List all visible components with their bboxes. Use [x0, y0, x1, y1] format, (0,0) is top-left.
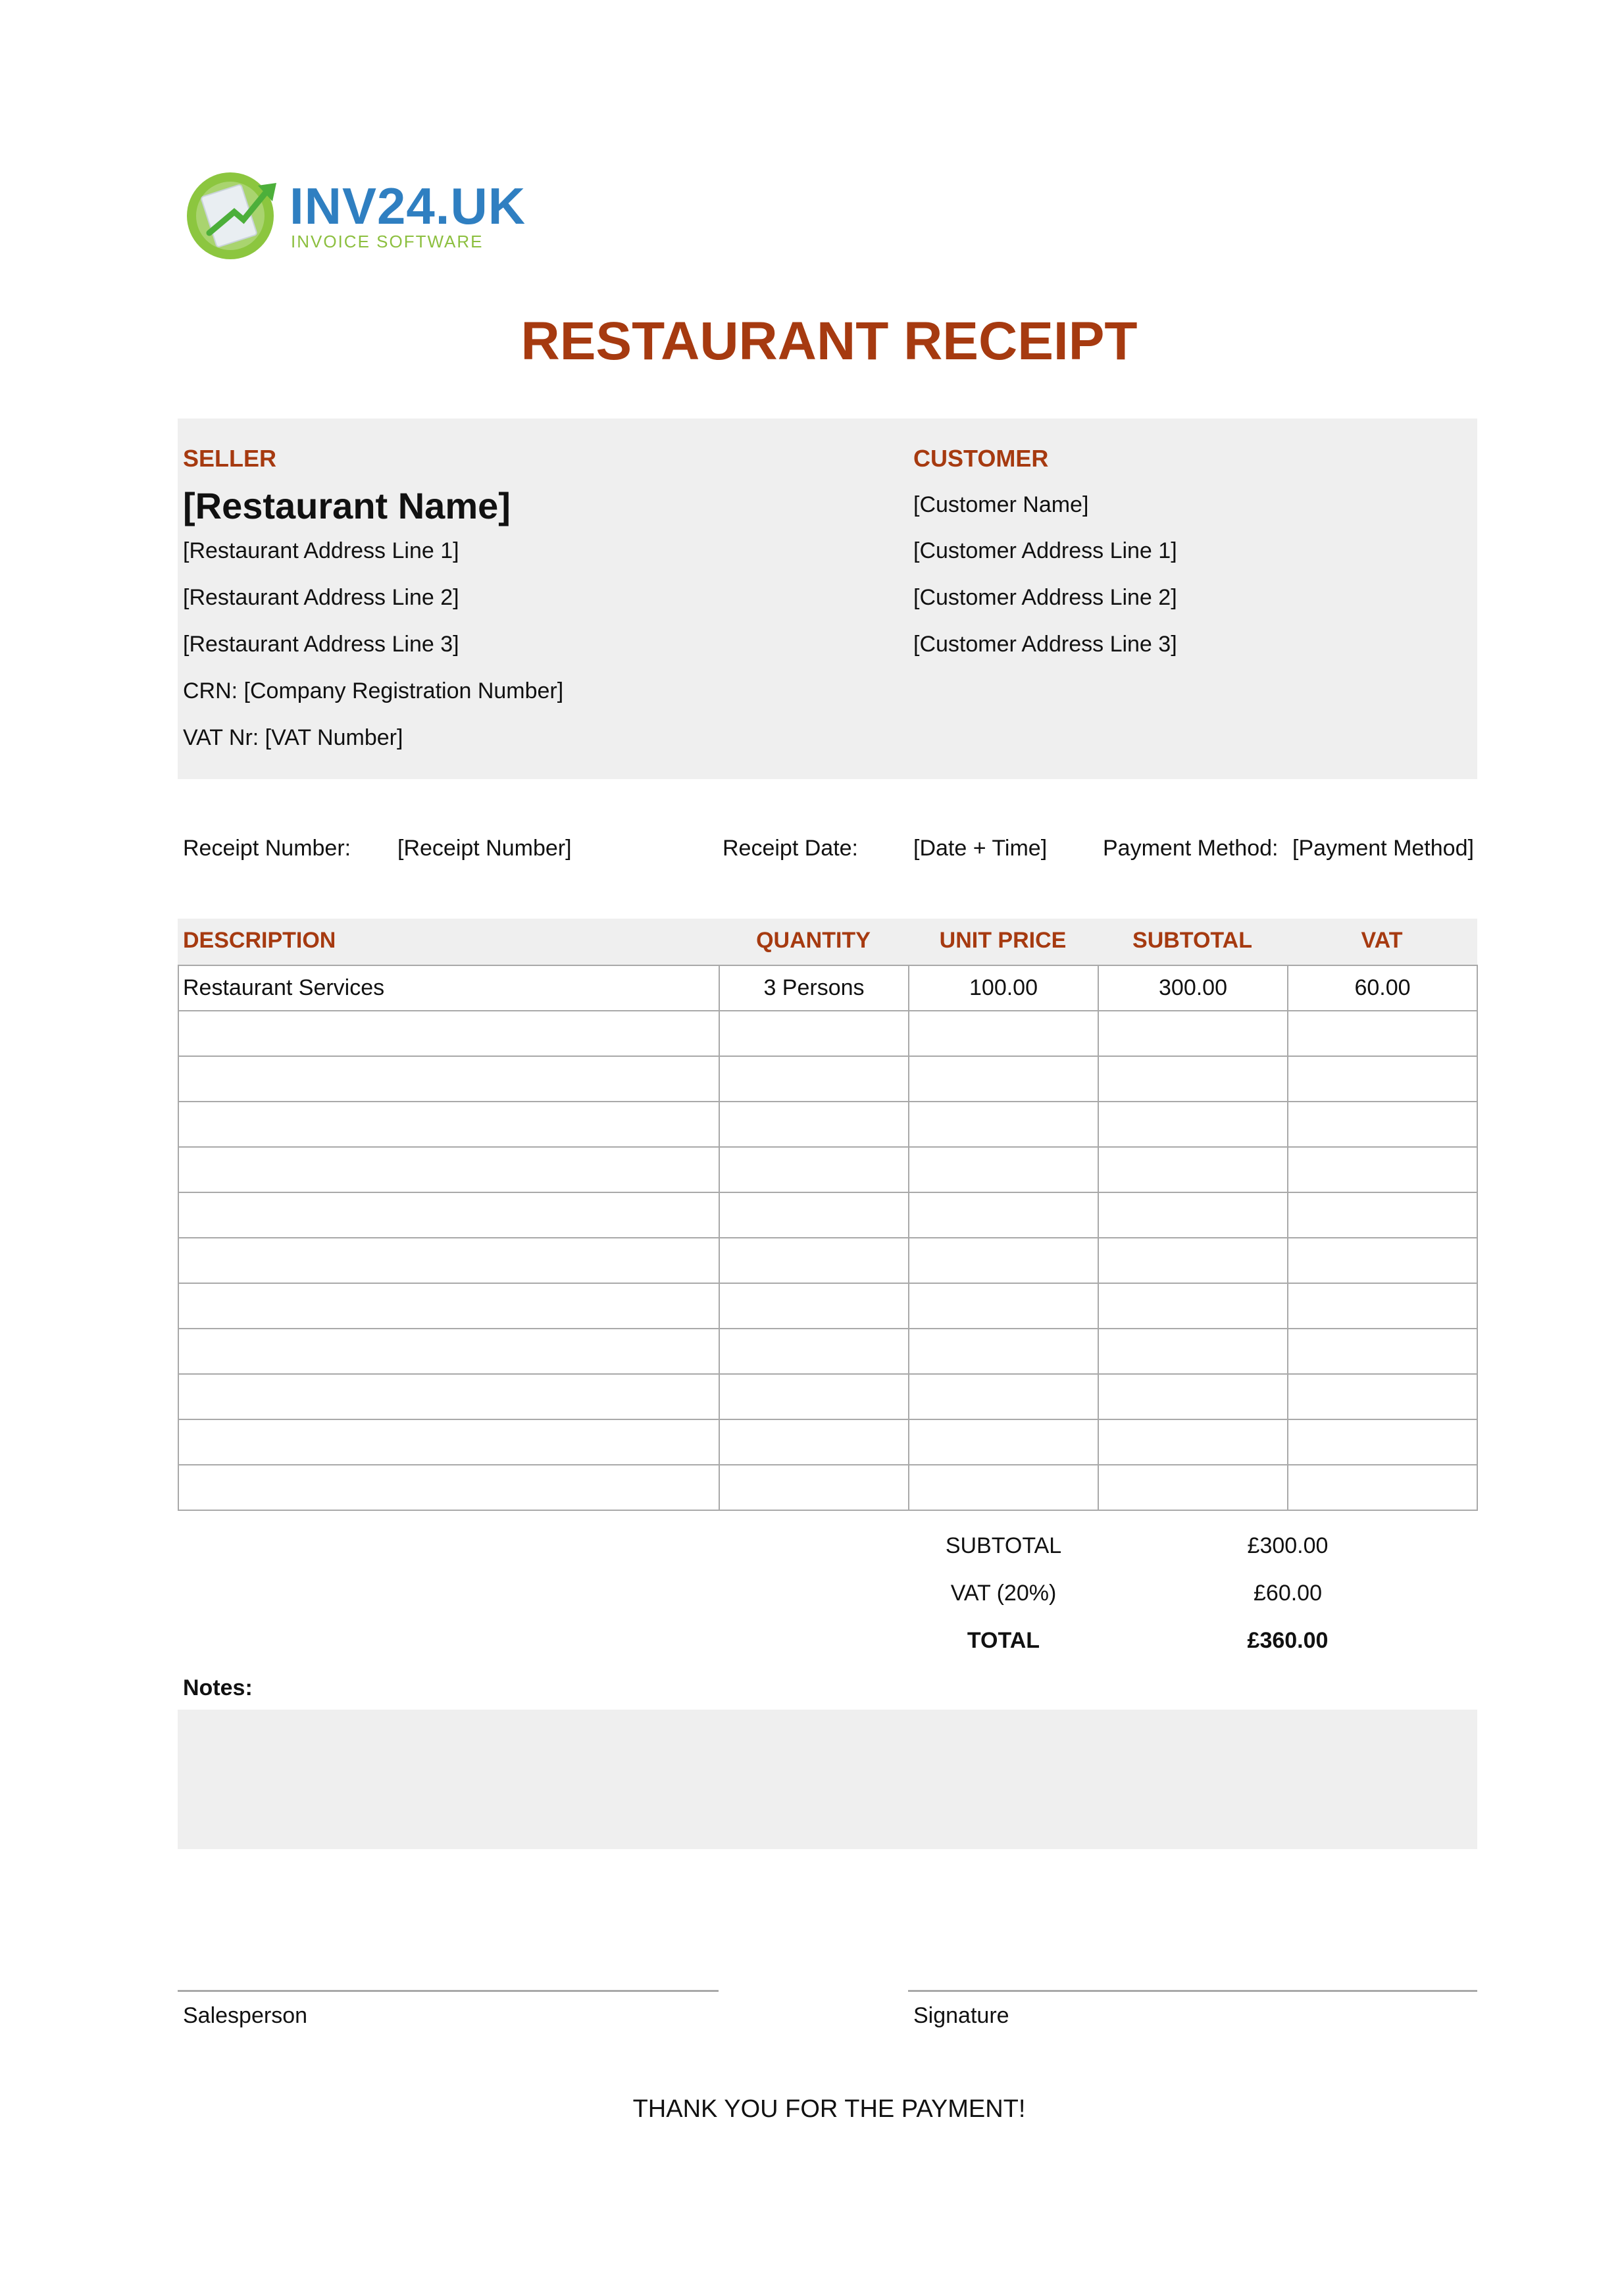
cell-vat [1288, 1329, 1477, 1374]
cell-subtotal [1098, 1283, 1288, 1329]
cell-description [178, 1283, 719, 1329]
cell-vat [1288, 1374, 1477, 1419]
cell-description [178, 1329, 719, 1374]
table-row [178, 1192, 1477, 1238]
total-value: £360.00 [1247, 1628, 1329, 1653]
customer-name: [Customer Name] [913, 492, 1089, 517]
cell-description [178, 1102, 719, 1147]
cell-unit-price [909, 1056, 1098, 1102]
table-row [178, 1283, 1477, 1329]
cell-quantity [719, 1465, 909, 1510]
table-row [178, 1419, 1477, 1465]
thank-you-message: THANK YOU FOR THE PAYMENT! [632, 2095, 1026, 2123]
cell-quantity [719, 1374, 909, 1419]
cell-description [178, 1374, 719, 1419]
cell-subtotal [1098, 1192, 1288, 1238]
cell-description [178, 1419, 719, 1465]
cell-description [178, 1465, 719, 1510]
cell-unit-price [909, 1374, 1098, 1419]
customer-heading: CUSTOMER [913, 445, 1049, 472]
cell-quantity [719, 1283, 909, 1329]
cell-quantity: 3 Persons [719, 965, 909, 1011]
cell-subtotal: 300.00 [1098, 965, 1288, 1011]
cell-unit-price [909, 1238, 1098, 1283]
seller-crn: CRN: [Company Registration Number] [183, 678, 564, 703]
col-description-header: DESCRIPTION [183, 928, 336, 953]
salesperson-label: Salesperson [183, 2003, 308, 2028]
table-row [178, 1238, 1477, 1283]
cell-subtotal [1098, 1374, 1288, 1419]
notes-box [178, 1710, 1477, 1849]
table-row [178, 965, 1477, 1011]
logo-tagline: INVOICE SOFTWARE [291, 232, 484, 251]
cell-unit-price [909, 1147, 1098, 1192]
cell-subtotal [1098, 1102, 1288, 1147]
cell-subtotal [1098, 1329, 1288, 1374]
customer-line: [Customer Address Line 1] [913, 538, 1177, 563]
table-row [178, 1011, 1477, 1056]
items-table [178, 965, 1478, 1511]
signature-label: Signature [913, 2003, 1009, 2028]
cell-unit-price [909, 1419, 1098, 1465]
cell-unit-price [909, 1465, 1098, 1510]
vat-value: £60.00 [1254, 1581, 1322, 1606]
total-label: TOTAL [967, 1628, 1040, 1653]
cell-subtotal [1098, 1147, 1288, 1192]
signature-line [908, 1990, 1477, 1992]
cell-unit-price [909, 1329, 1098, 1374]
cell-description [178, 1147, 719, 1192]
table-row [178, 1056, 1477, 1102]
receipt-number-label: Receipt Number: [183, 836, 351, 861]
cell-unit-price: 100.00 [909, 965, 1098, 1011]
payment-method-label: Payment Method: [1103, 836, 1279, 861]
cell-vat [1288, 1283, 1477, 1329]
cell-vat [1288, 1465, 1477, 1510]
logo-icon [183, 165, 288, 263]
seller-line: [Restaurant Address Line 3] [183, 632, 459, 657]
seller-line: [Restaurant Address Line 2] [183, 585, 459, 610]
cell-vat [1288, 1192, 1477, 1238]
payment-method-value: [Payment Method] [1292, 836, 1474, 861]
subtotal-label: SUBTOTAL [945, 1533, 1062, 1558]
table-row [178, 1102, 1477, 1147]
restaurant-name: [Restaurant Name] [183, 485, 511, 526]
cell-subtotal [1098, 1465, 1288, 1510]
cell-vat [1288, 1102, 1477, 1147]
cell-description [178, 1238, 719, 1283]
receipt-date-value: [Date + Time] [913, 836, 1048, 861]
notes-label: Notes: [183, 1675, 253, 1700]
cell-unit-price [909, 1102, 1098, 1147]
cell-quantity [719, 1102, 909, 1147]
col-quantity-header: QUANTITY [756, 928, 871, 953]
customer-line: [Customer Address Line 2] [913, 585, 1177, 610]
cell-vat [1288, 1419, 1477, 1465]
cell-quantity [719, 1419, 909, 1465]
cell-description: Restaurant Services [178, 965, 719, 1011]
seller-heading: SELLER [183, 445, 277, 472]
cell-quantity [719, 1011, 909, 1056]
cell-subtotal [1098, 1419, 1288, 1465]
table-row [178, 1329, 1477, 1374]
seller-line: [Restaurant Address Line 1] [183, 538, 459, 563]
cell-description [178, 1056, 719, 1102]
cell-vat [1288, 1238, 1477, 1283]
cell-subtotal [1098, 1238, 1288, 1283]
receipt-date-label: Receipt Date: [723, 836, 858, 861]
logo-name: INV24.UK [290, 177, 526, 235]
col-unit-price-header: UNIT PRICE [939, 928, 1067, 953]
col-vat-header: VAT [1361, 928, 1403, 953]
seller-vat: VAT Nr: [VAT Number] [183, 725, 403, 750]
table-row [178, 1374, 1477, 1419]
cell-vat [1288, 1056, 1477, 1102]
cell-vat: 60.00 [1288, 965, 1477, 1011]
vat-label: VAT (20%) [950, 1581, 1057, 1606]
cell-quantity [719, 1147, 909, 1192]
cell-unit-price [909, 1011, 1098, 1056]
cell-quantity [719, 1238, 909, 1283]
col-subtotal-header: SUBTOTAL [1132, 928, 1252, 953]
cell-vat [1288, 1011, 1477, 1056]
cell-vat [1288, 1147, 1477, 1192]
cell-quantity [719, 1056, 909, 1102]
cell-unit-price [909, 1283, 1098, 1329]
cell-description [178, 1011, 719, 1056]
cell-subtotal [1098, 1011, 1288, 1056]
cell-quantity [719, 1329, 909, 1374]
cell-description [178, 1192, 719, 1238]
receipt-number-value: [Receipt Number] [397, 836, 572, 861]
subtotal-value: £300.00 [1247, 1533, 1329, 1558]
cell-unit-price [909, 1192, 1098, 1238]
table-row [178, 1147, 1477, 1192]
cell-subtotal [1098, 1056, 1288, 1102]
table-row [178, 1465, 1477, 1510]
document-title: RESTAURANT RECEIPT [520, 311, 1138, 371]
cell-quantity [719, 1192, 909, 1238]
salesperson-line [178, 1990, 719, 1992]
customer-line: [Customer Address Line 3] [913, 632, 1177, 657]
